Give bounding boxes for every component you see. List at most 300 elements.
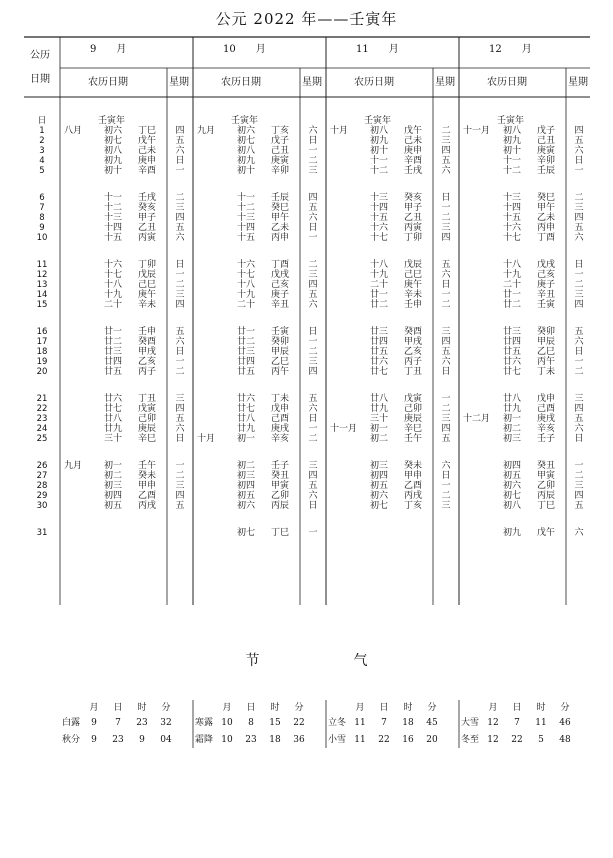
weekday: 六 [574,337,584,347]
weekday: 五 [175,136,185,146]
day-number: 3 [39,146,45,156]
lunar-day: 初九 [503,136,522,146]
ganzhi-day: 甲寅 [537,471,556,481]
ganzhi-day: 丁丑 [138,394,157,404]
weekday: 四 [175,404,185,414]
ganzhi-day: 癸亥 [404,193,423,203]
weekday: 一 [574,270,584,280]
ganzhi-day: 庚戌 [537,414,556,424]
ganzhi-day: 乙巳 [271,357,290,367]
jieqi-col-header: 日 [512,703,522,713]
jieqi-day: 7 [115,718,121,728]
ganzhi-day: 乙巳 [537,347,556,357]
ganzhi-day: 丁亥 [271,126,290,136]
jieqi-hour: 5 [538,735,544,745]
header-riqi: 日期 [30,74,50,85]
lunar-day: 初七 [370,501,389,511]
lunar-day: 十三 [503,193,522,203]
jieqi-day: 7 [381,718,387,728]
ganzhi-day: 壬辰 [271,193,290,203]
ganzhi-day: 甲辰 [271,347,290,357]
lunar-day: 十二 [104,203,123,213]
lunar-day: 廿一 [370,290,389,300]
weekday: 六 [175,424,185,434]
weekday: 一 [308,528,318,538]
lunar-day: 十七 [104,270,123,280]
ganzhi-day: 庚戌 [271,424,290,434]
month-header: 12 月 [489,44,532,55]
lunar-day: 廿七 [104,404,123,414]
weekday: 一 [441,394,451,404]
ganzhi-day: 庚子 [271,290,290,300]
weekday: 五 [574,414,584,424]
day-number: 14 [36,290,48,300]
weekday: 五 [441,347,451,357]
ganzhi-day: 壬申 [404,300,423,310]
lunar-day: 十七 [237,270,256,280]
lunar-day: 初八 [503,501,522,511]
lunar-day: 初九 [370,136,389,146]
lunar-day: 廿六 [104,394,123,404]
day-number: 18 [36,347,48,357]
lunar-day: 十六 [104,260,123,270]
lunar-day: 廿五 [370,347,389,357]
weekday: 三 [175,394,185,404]
lunar-day: 廿四 [104,357,123,367]
day-number: 2 [39,136,45,146]
ganzhi-day: 丁卯 [138,260,157,270]
jieqi-day: 7 [514,718,520,728]
jieqi-col-header: 分 [161,703,171,713]
ganzhi-day: 己酉 [537,404,556,414]
jieqi-month: 11 [354,718,366,728]
lunar-day: 廿七 [370,367,389,377]
jieqi-col-header: 月 [89,703,99,713]
weekday: 四 [441,337,451,347]
day-number: 29 [36,491,48,501]
weekday: 二 [308,156,318,166]
ganzhi-day: 壬午 [138,461,157,471]
lunar-day: 廿六 [503,357,522,367]
ganzhi-day: 己巳 [404,270,423,280]
lunar-day: 十二 [370,166,389,176]
lunar-day: 初六 [503,481,522,491]
lunar-year-label: 壬寅年 [231,116,259,126]
jieqi-day: 23 [112,735,124,745]
lunar-day: 廿五 [503,347,522,357]
day-number: 10 [36,233,48,243]
jieqi-minute: 20 [426,735,438,745]
ganzhi-day: 丁巳 [537,501,556,511]
jieqi-day: 22 [378,735,390,745]
ganzhi-day: 丙戌 [138,501,157,511]
ganzhi-day: 乙卯 [271,491,290,501]
lunar-day: 初三 [370,461,389,471]
day-number: 13 [36,280,48,290]
weekday: 六 [175,233,185,243]
weekday: 一 [308,424,318,434]
lunar-day: 初二 [104,471,123,481]
lunar-month-label: 十一月 [330,424,358,434]
lunar-day: 十九 [237,290,256,300]
lunar-day: 廿九 [503,404,522,414]
lunar-day: 初七 [503,491,522,501]
ganzhi-day: 癸未 [138,471,157,481]
weekday: 六 [441,357,451,367]
weekday: 日 [441,367,451,377]
jieqi-name: 寒露 [195,718,214,728]
lunar-day: 廿四 [370,337,389,347]
ganzhi-day: 丁酉 [271,260,290,270]
jieqi-col-header: 月 [222,703,232,713]
lunar-day: 二十 [104,300,123,310]
lunar-day: 十八 [503,260,522,270]
ganzhi-day: 辛酉 [138,166,157,176]
lunar-day: 十三 [104,213,123,223]
jieqi-day: 22 [511,735,523,745]
day-number: 12 [36,270,48,280]
lunar-day: 十一 [104,193,123,203]
ganzhi-day: 辛丑 [271,300,290,310]
ganzhi-day: 甲午 [537,203,556,213]
lunar-day: 初七 [104,136,123,146]
ganzhi-day: 乙酉 [404,481,423,491]
lunar-month-label: 十一月 [463,126,491,136]
xingqi-header: 星期 [302,77,322,88]
lunar-day: 十二 [503,166,522,176]
jieqi-hour: 18 [269,735,281,745]
weekday: 六 [308,213,318,223]
ganzhi-day: 庚辰 [138,424,157,434]
lunar-day: 初六 [237,126,256,136]
lunar-day: 十五 [237,233,256,243]
lunar-month-label: 十月 [330,126,349,136]
lunar-day: 十五 [503,213,522,223]
ganzhi-day: 己卯 [138,414,157,424]
lunar-day: 初五 [237,491,256,501]
weekday: 一 [175,461,185,471]
ganzhi-day: 癸亥 [138,203,157,213]
day-number: 11 [36,260,48,270]
lunar-day: 十九 [370,270,389,280]
jieqi-col-header: 时 [536,703,546,713]
weekday: 四 [574,126,584,136]
jieqi-col-header: 时 [403,703,413,713]
ganzhi-day: 己丑 [271,146,290,156]
weekday: 三 [308,166,318,176]
lunar-day: 廿三 [237,347,256,357]
ganzhi-day: 乙酉 [138,491,157,501]
lunar-day: 十七 [503,233,522,243]
lunar-day: 初三 [104,481,123,491]
ganzhi-day: 丙午 [537,357,556,367]
weekday: 四 [308,193,318,203]
jieqi-month: 9 [91,718,97,728]
lunar-month-label: 九月 [197,126,216,136]
lunar-day: 廿九 [104,424,123,434]
jieqi-hour: 18 [402,718,414,728]
day-number: 19 [36,357,48,367]
weekday: 日 [308,501,318,511]
header-gongli: 公历 [30,50,50,61]
lunar-day: 十八 [237,280,256,290]
weekday: 五 [175,414,185,424]
ganzhi-day: 辛未 [138,300,157,310]
ganzhi-day: 甲戌 [404,337,423,347]
ganzhi-day: 乙未 [537,213,556,223]
weekday: 五 [175,501,185,511]
weekday: 一 [441,481,451,491]
jieqi-col-header: 时 [270,703,280,713]
ganzhi-day: 戊午 [138,136,157,146]
nongli-header: 农历日期 [487,77,527,88]
day-number: 25 [36,434,48,444]
lunar-day: 廿三 [370,327,389,337]
jieqi-col-header: 分 [294,703,304,713]
lunar-day: 十三 [237,213,256,223]
jieqi-minute: 04 [160,735,172,745]
jieqi-name: 霜降 [195,735,214,745]
weekday: 日 [308,327,318,337]
ganzhi-day: 辛未 [404,290,423,300]
lunar-day: 廿七 [503,367,522,377]
lunar-day: 十二 [237,203,256,213]
lunar-day: 二十 [370,280,389,290]
ganzhi-day: 丙午 [271,367,290,377]
ganzhi-day: 己未 [138,146,157,156]
lunar-day: 初九 [237,156,256,166]
ganzhi-day: 庚寅 [537,146,556,156]
ganzhi-day: 甲子 [138,213,157,223]
xingqi-header: 星期 [435,77,455,88]
ganzhi-day: 壬午 [404,434,423,444]
lunar-day: 初八 [237,146,256,156]
jieqi-col-header: 日 [379,703,389,713]
lunar-day: 十八 [104,280,123,290]
day-number: 16 [36,327,48,337]
weekday: 四 [441,146,451,156]
weekday: 三 [441,414,451,424]
day-number: 22 [36,404,48,414]
weekday: 二 [574,280,584,290]
day-number: 23 [36,414,48,424]
nongli-header: 农历日期 [354,77,394,88]
ganzhi-day: 庚申 [404,146,423,156]
lunar-day: 廿九 [237,424,256,434]
jieqi-month: 11 [354,735,366,745]
ganzhi-day: 甲寅 [271,481,290,491]
ganzhi-day: 辛亥 [537,424,556,434]
weekday: 一 [574,166,584,176]
ganzhi-day: 丙戌 [404,491,423,501]
weekday: 二 [175,193,185,203]
ganzhi-day: 甲辰 [537,337,556,347]
nongli-header: 农历日期 [88,77,128,88]
ganzhi-day: 庚申 [138,156,157,166]
weekday: 日 [308,136,318,146]
lunar-day: 廿六 [370,357,389,367]
ganzhi-day: 丁巳 [271,528,290,538]
ganzhi-day: 壬戌 [404,166,423,176]
lunar-day: 廿四 [503,337,522,347]
lunar-year-label: 壬寅年 [364,116,392,126]
lunar-day: 初一 [104,461,123,471]
weekday: 五 [574,327,584,337]
lunar-day: 廿六 [237,394,256,404]
ganzhi-day: 甲子 [404,203,423,213]
ganzhi-day: 丁未 [537,367,556,377]
lunar-day: 初四 [237,481,256,491]
ganzhi-day: 庚辰 [404,414,423,424]
ganzhi-day: 辛巳 [138,434,157,444]
lunar-month-label: 十二月 [463,414,491,424]
weekday: 四 [441,424,451,434]
weekday: 五 [175,223,185,233]
ganzhi-day: 戊子 [537,126,556,136]
weekday: 二 [308,347,318,357]
lunar-month-label: 九月 [64,461,83,471]
jieqi-day: 23 [245,735,257,745]
weekday: 日 [308,414,318,424]
jieqi-minute: 45 [426,718,438,728]
ganzhi-day: 庚午 [138,290,157,300]
ganzhi-day: 庚午 [404,280,423,290]
weekday: 一 [308,233,318,243]
jieqi-col-header: 日 [113,703,123,713]
weekday: 日 [441,193,451,203]
day-number: 15 [36,300,48,310]
ganzhi-day: 癸丑 [271,471,290,481]
jieqi-name: 白露 [62,718,81,728]
weekday: 三 [175,481,185,491]
day-number: 27 [36,471,48,481]
weekday: 三 [441,223,451,233]
ganzhi-day: 己亥 [271,280,290,290]
weekday: 六 [175,146,185,156]
ganzhi-day: 甲申 [404,471,423,481]
ganzhi-day: 壬寅 [271,327,290,337]
ganzhi-day: 戊午 [537,528,556,538]
ganzhi-day: 戊寅 [138,404,157,414]
ganzhi-day: 乙未 [271,223,290,233]
weekday: 五 [441,260,451,270]
weekday: 三 [574,203,584,213]
weekday: 二 [175,471,185,481]
lunar-day: 十五 [104,233,123,243]
jieqi-col-header: 分 [427,703,437,713]
ganzhi-day: 丁未 [271,394,290,404]
weekday: 六 [574,528,584,538]
lunar-day: 初三 [503,434,522,444]
weekday: 二 [175,367,185,377]
weekday: 四 [308,367,318,377]
lunar-day: 初十 [237,166,256,176]
weekday: 六 [441,461,451,471]
jieqi-minute: 22 [293,718,305,728]
weekday: 二 [308,260,318,270]
lunar-year-label: 壬寅年 [98,116,126,126]
lunar-day: 廿三 [503,327,522,337]
lunar-month-label: 八月 [64,126,83,136]
lunar-day: 十四 [370,203,389,213]
lunar-day: 廿二 [104,337,123,347]
weekday: 五 [574,136,584,146]
lunar-day: 初十 [370,146,389,156]
month-header: 11 月 [356,44,399,55]
day-number: 9 [39,223,45,233]
ganzhi-day: 戊辰 [404,260,423,270]
weekday: 二 [574,193,584,203]
lunar-day: 廿二 [237,337,256,347]
weekday: 一 [175,357,185,367]
jieqi-col-header: 月 [488,703,498,713]
ganzhi-day: 丁酉 [537,233,556,243]
lunar-day: 初七 [237,528,256,538]
lunar-day: 廿七 [237,404,256,414]
weekday: 四 [574,300,584,310]
lunar-day: 廿八 [370,394,389,404]
day-number: 21 [36,394,48,404]
lunar-day: 廿五 [104,367,123,377]
weekday: 五 [308,481,318,491]
lunar-day: 初六 [104,126,123,136]
xingqi-header: 星期 [169,77,189,88]
weekday: 二 [308,434,318,444]
weekday: 三 [441,327,451,337]
weekday: 日 [175,347,185,357]
ganzhi-day: 辛亥 [271,434,290,444]
weekday: 日 [175,434,185,444]
weekday: 日 [441,280,451,290]
lunar-day: 廿一 [503,290,522,300]
weekday: 四 [175,213,185,223]
weekday: 二 [441,213,451,223]
day-number: 1 [39,126,45,136]
weekday: 二 [574,367,584,377]
lunar-day: 十六 [237,260,256,270]
lunar-day: 初二 [370,434,389,444]
lunar-day: 十一 [370,156,389,166]
lunar-day: 三十 [370,414,389,424]
ganzhi-day: 丙子 [138,367,157,377]
lunar-day: 初七 [237,136,256,146]
lunar-day: 初五 [503,471,522,481]
day-number: 6 [39,193,45,203]
weekday: 五 [441,434,451,444]
weekday: 三 [574,290,584,300]
ganzhi-day: 甲午 [271,213,290,223]
ganzhi-day: 癸巳 [537,193,556,203]
weekday: 六 [574,424,584,434]
weekday: 五 [175,327,185,337]
ganzhi-day: 壬申 [138,327,157,337]
weekday: 五 [308,290,318,300]
ganzhi-day: 庚寅 [271,156,290,166]
lunar-day: 十四 [503,203,522,213]
jieqi-name: 立冬 [328,718,347,728]
jieqi-month: 10 [221,718,233,728]
lunar-day: 初十 [503,146,522,156]
lunar-day: 初三 [237,471,256,481]
jieqi-title: 节 气 [245,653,408,669]
weekday: 一 [574,357,584,367]
ganzhi-day: 戊戌 [537,260,556,270]
weekday: 三 [308,461,318,471]
jieqi-col-header: 日 [246,703,256,713]
weekday: 三 [308,357,318,367]
lunar-day: 初八 [503,126,522,136]
jieqi-minute: 32 [160,718,172,728]
